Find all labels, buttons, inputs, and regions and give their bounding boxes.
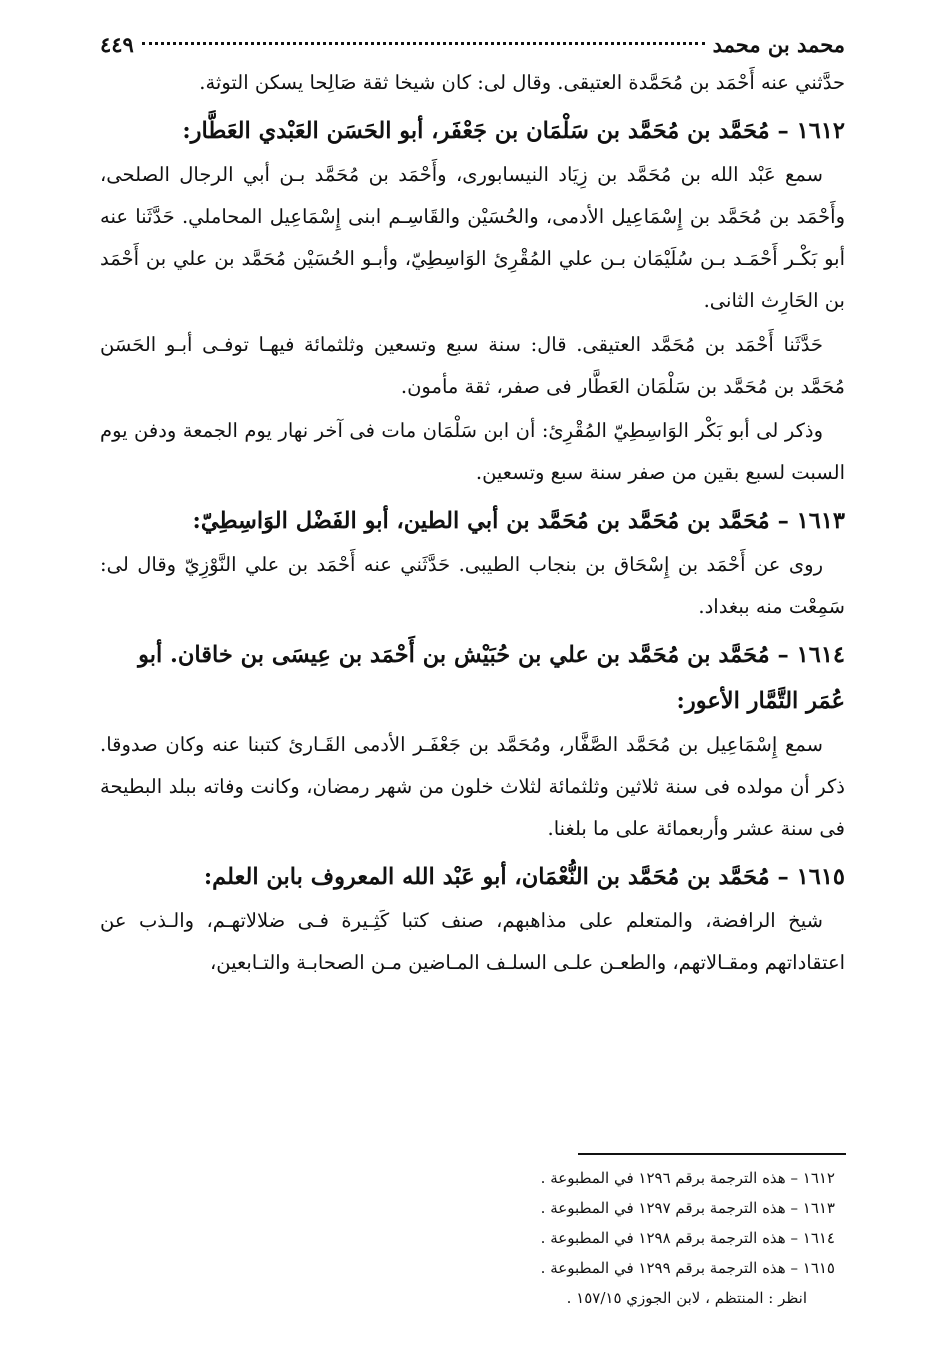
- footnote: ١٦١٣ – هذه الترجمة برقم ١٢٩٧ في المطبوعة .: [540, 1199, 835, 1217]
- header-dot-leader: [142, 42, 705, 45]
- entry-heading: ١٦١٤ – مُحَمَّد بن مُحَمَّد بن علي بن حُبَيْش بن أَحْمَد بن عِيسَى بن خاقان. أبو عُمَر التَّمَّار الأعور:: [138, 642, 845, 714]
- entry-paragraph: شيخ الرافضة، والمتعلم على مذاهبهم، صنف كتبا كَثِـيرة فـى ضلالاتهـم، والـذب عن اعتقاداتهم ومقـالاتهم، والطعـن علـى السلـف المـاضين مـن الصحابـة والتـابعين،: [100, 909, 845, 974]
- intro-paragraph: حدَّثني عنه أَحْمَد بن مُحَمَّدة العتيقى. وقال لى: كان شيخا ثقة صَالِحا يسكن التوثة.: [199, 71, 845, 94]
- footnote: ١٦١٥ – هذه الترجمة برقم ١٢٩٩ في المطبوعة .: [540, 1259, 835, 1277]
- entry-heading: ١٦١٢ – مُحَمَّد بن مُحَمَّد بن سَلْمَان بن جَعْفَر، أبو الحَسَن العَبْدي العَطَّار:: [182, 118, 845, 144]
- entry-paragraph: حَدَّثَنا أَحْمَد بن مُحَمَّد العتيقى. قال: سنة سبع وتسعين وثلثمائة فيهـا توفـى أبـو الحَسَن مُحَمَّد بن مُحَمَّد بن سَلْمَان العَطَّار فى صفر، ثقة مأمون.: [100, 333, 845, 398]
- entry-1615: [100, 854, 845, 984]
- footnote-reference: انظر : المنتظم ، لابن الجوزي ١٥٧/١٥ .: [566, 1289, 807, 1307]
- page-body: [100, 28, 845, 984]
- entry-heading: ١٦١٥ – مُحَمَّد بن مُحَمَّد بن النُّعْمَان، أبو عَبْد الله المعروف بابن العلم:: [203, 864, 845, 890]
- entry-paragraph: وذكر لى أبو بَكْر الوَاسِطِيّ المُقْرِئ: أن ابن سَلْمَان مات فى آخر نهار يوم الجمعة ودفن يوم السبت لسبع بقين من صفر سنة سبع وتسعين.: [100, 419, 845, 484]
- entry-1613: [100, 498, 845, 628]
- footnote: ١٦١٢ – هذه الترجمة برقم ١٢٩٦ في المطبوعة .: [540, 1169, 835, 1187]
- entry-paragraph: سمع إِسْمَاعِيل بن مُحَمَّد الصَّفَّار، ومُحَمَّد بن جَعْفَـر الأدمى القَـارئ كتبنا عنه وكان صدوقا. ذكر أن مولده فى سنة ثلاثين وثلثمائة لثلاث خلون من شهر رمضان، وكانت وفاته ببلد البطيحة فى سنة عشر وأربعمائة على ما بلغنا.: [100, 733, 845, 840]
- running-title: محمد بن محمد: [712, 32, 845, 57]
- entry-paragraph: سمع عَبْد الله بن مُحَمَّد بن زِيَاد النيسابورى، وأَحْمَد بن مُحَمَّد بـن أبي الرجال الصلحى، وأَحْمَد بن مُحَمَّد بن إِسْمَاعِيل الأدمى، والحُسَيْن والقَاسِـم ابنى إِسْمَاعِيل المحاملي. حَدَّثَنا عنه أبو بَكْـر أَحْمَـد بـن سُلَيْمَان بـن علي المُقْرِئ الوَاسِطِيّ، وأبـو الحُسَيْن مُحَمَّد بن علي بن أَحْمَد بن الحَارِث الثانى.: [100, 163, 845, 312]
- running-header: [100, 28, 845, 62]
- entry-1612: [100, 108, 845, 494]
- footnote: ١٦١٤ – هذه الترجمة برقم ١٢٩٨ في المطبوعة .: [540, 1229, 835, 1247]
- entry-paragraph: روى عن أَحْمَد بن إِسْحَاق بن بنجاب الطيبى. حَدَّثَني عنه أَحْمَد بن علي النَّوْزِيّ وقال لى: سَمِعْت منه ببغداد.: [100, 553, 845, 618]
- footnote-divider: [578, 1153, 846, 1155]
- entry-heading: ١٦١٣ – مُحَمَّد بن مُحَمَّد بن مُحَمَّد بن أبي الطين، أبو الفَضْل الوَاسِطِيّ:: [192, 508, 845, 534]
- entry-1614: [100, 632, 845, 850]
- footnotes: [380, 1163, 835, 1313]
- page-number: ٤٤٩: [100, 32, 134, 57]
